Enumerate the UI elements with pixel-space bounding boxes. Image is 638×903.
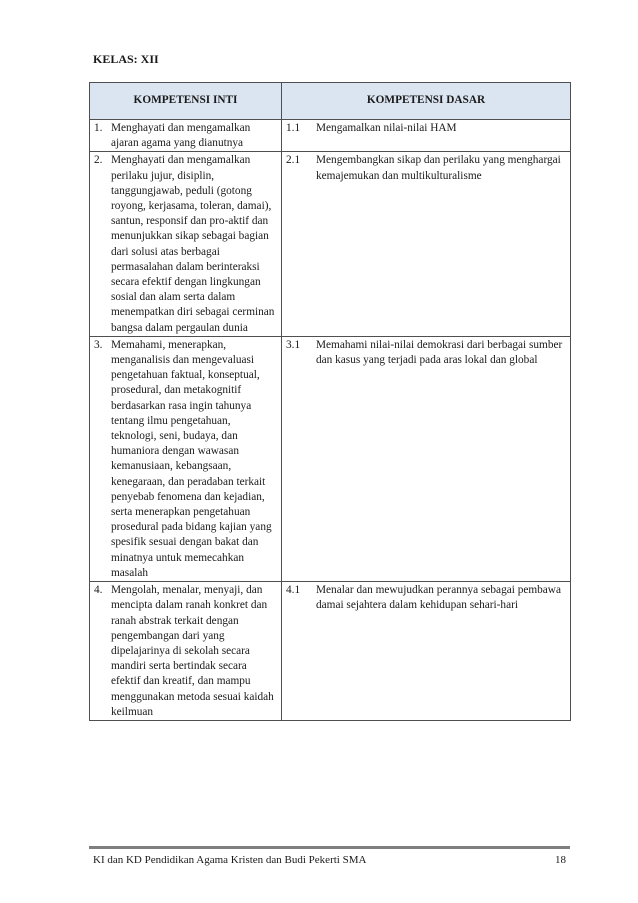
table-row: [90, 336, 571, 581]
kd-cell: [282, 120, 571, 152]
footer-title: KI dan KD Pendidikan Agama Kristen dan Budi Pekerti SMA: [93, 854, 367, 866]
ki-cell: [90, 120, 282, 152]
table-row: [90, 152, 571, 336]
kd-cell: [282, 582, 571, 721]
ki-text: Memahami, menerapkan, menganalisis dan mengevaluasi pengetahuan faktual, konseptual, prosedural, dan metakognitif berdasarkan rasa ingin tahunya tentang ilmu pengetahuan, teknologi, seni, budaya, dan humaniora dengan wawasan kemanusiaan, kebangsaan, kenegaraan, dan peradaban terkait penyebab fenomena dan kejadian, serta menerapkan pengetahuan prosedural pada bidang kajian yang spesifik sesuai dengan bakat dan minatnya untuk memecahkan masalah: [111, 338, 272, 579]
ki-text: Menghayati dan mengamalkan perilaku jujur, disiplin, tanggungjawab, peduli (gotong royong, kerjasama, toleran, damai), santun, responsif dan pro-aktif dan menunjukkan sikap sebagai bagian dari solusi atas berbagai permasalahan dalam berinteraksi secara efektif dengan lingkungan sosial dan alam serta dalam menempatkan diri sebagai cerminan bangsa dalam pergaulan dunia: [111, 154, 275, 334]
kd-text: Menalar dan mewujudkan perannya sebagai pembawa damai sejahtera dalam kehidupan sehari-hari: [316, 584, 561, 612]
ki-number: 3.: [94, 338, 103, 351]
table-row: [90, 120, 571, 152]
competency-table: [89, 82, 571, 721]
kd-text: Mengamalkan nilai-nilai HAM: [316, 122, 457, 134]
kd-number: 3.1: [286, 338, 301, 351]
ki-text: Mengolah, menalar, menyaji, dan mencipta dalam ranah konkret dan ranah abstrak terkait dengan pengembangan dari yang dipelajarinya di sekolah secara mandiri serta bertindak secara efektif dan kreatif, dan mampu menggunakan metoda sesuai kaidah keilmuan: [111, 584, 274, 718]
kd-number: 1.1: [286, 122, 301, 134]
kd-cell: [282, 152, 571, 336]
class-label: KELAS: XII: [93, 52, 159, 66]
kd-text: Mengembangkan sikap dan perilaku yang menghargai kemajemukan dan multikulturalisme: [316, 154, 561, 182]
ki-cell: [90, 336, 282, 581]
kd-number: 4.1: [286, 584, 301, 597]
ki-cell: [90, 582, 282, 721]
page-number: 18: [555, 854, 566, 866]
kd-number: 2.1: [286, 154, 301, 167]
table-row: [90, 582, 571, 721]
header-kompetensi-inti: KOMPETENSI INTI: [90, 83, 282, 120]
table-header-row: [90, 83, 571, 120]
ki-number: 1.: [94, 122, 103, 134]
ki-cell: [90, 152, 282, 336]
header-kompetensi-dasar: KOMPETENSI DASAR: [282, 83, 571, 120]
ki-text: Menghayati dan mengamalkan ajaran agama yang dianutnya: [111, 122, 251, 150]
footer-divider: [89, 846, 570, 849]
kd-text: Memahami nilai-nilai demokrasi dari berbagai sumber dan kasus yang terjadi pada aras lokal dan global: [316, 338, 563, 367]
kd-cell: [282, 336, 571, 581]
ki-number: 2.: [94, 154, 103, 167]
ki-number: 4.: [94, 584, 103, 597]
